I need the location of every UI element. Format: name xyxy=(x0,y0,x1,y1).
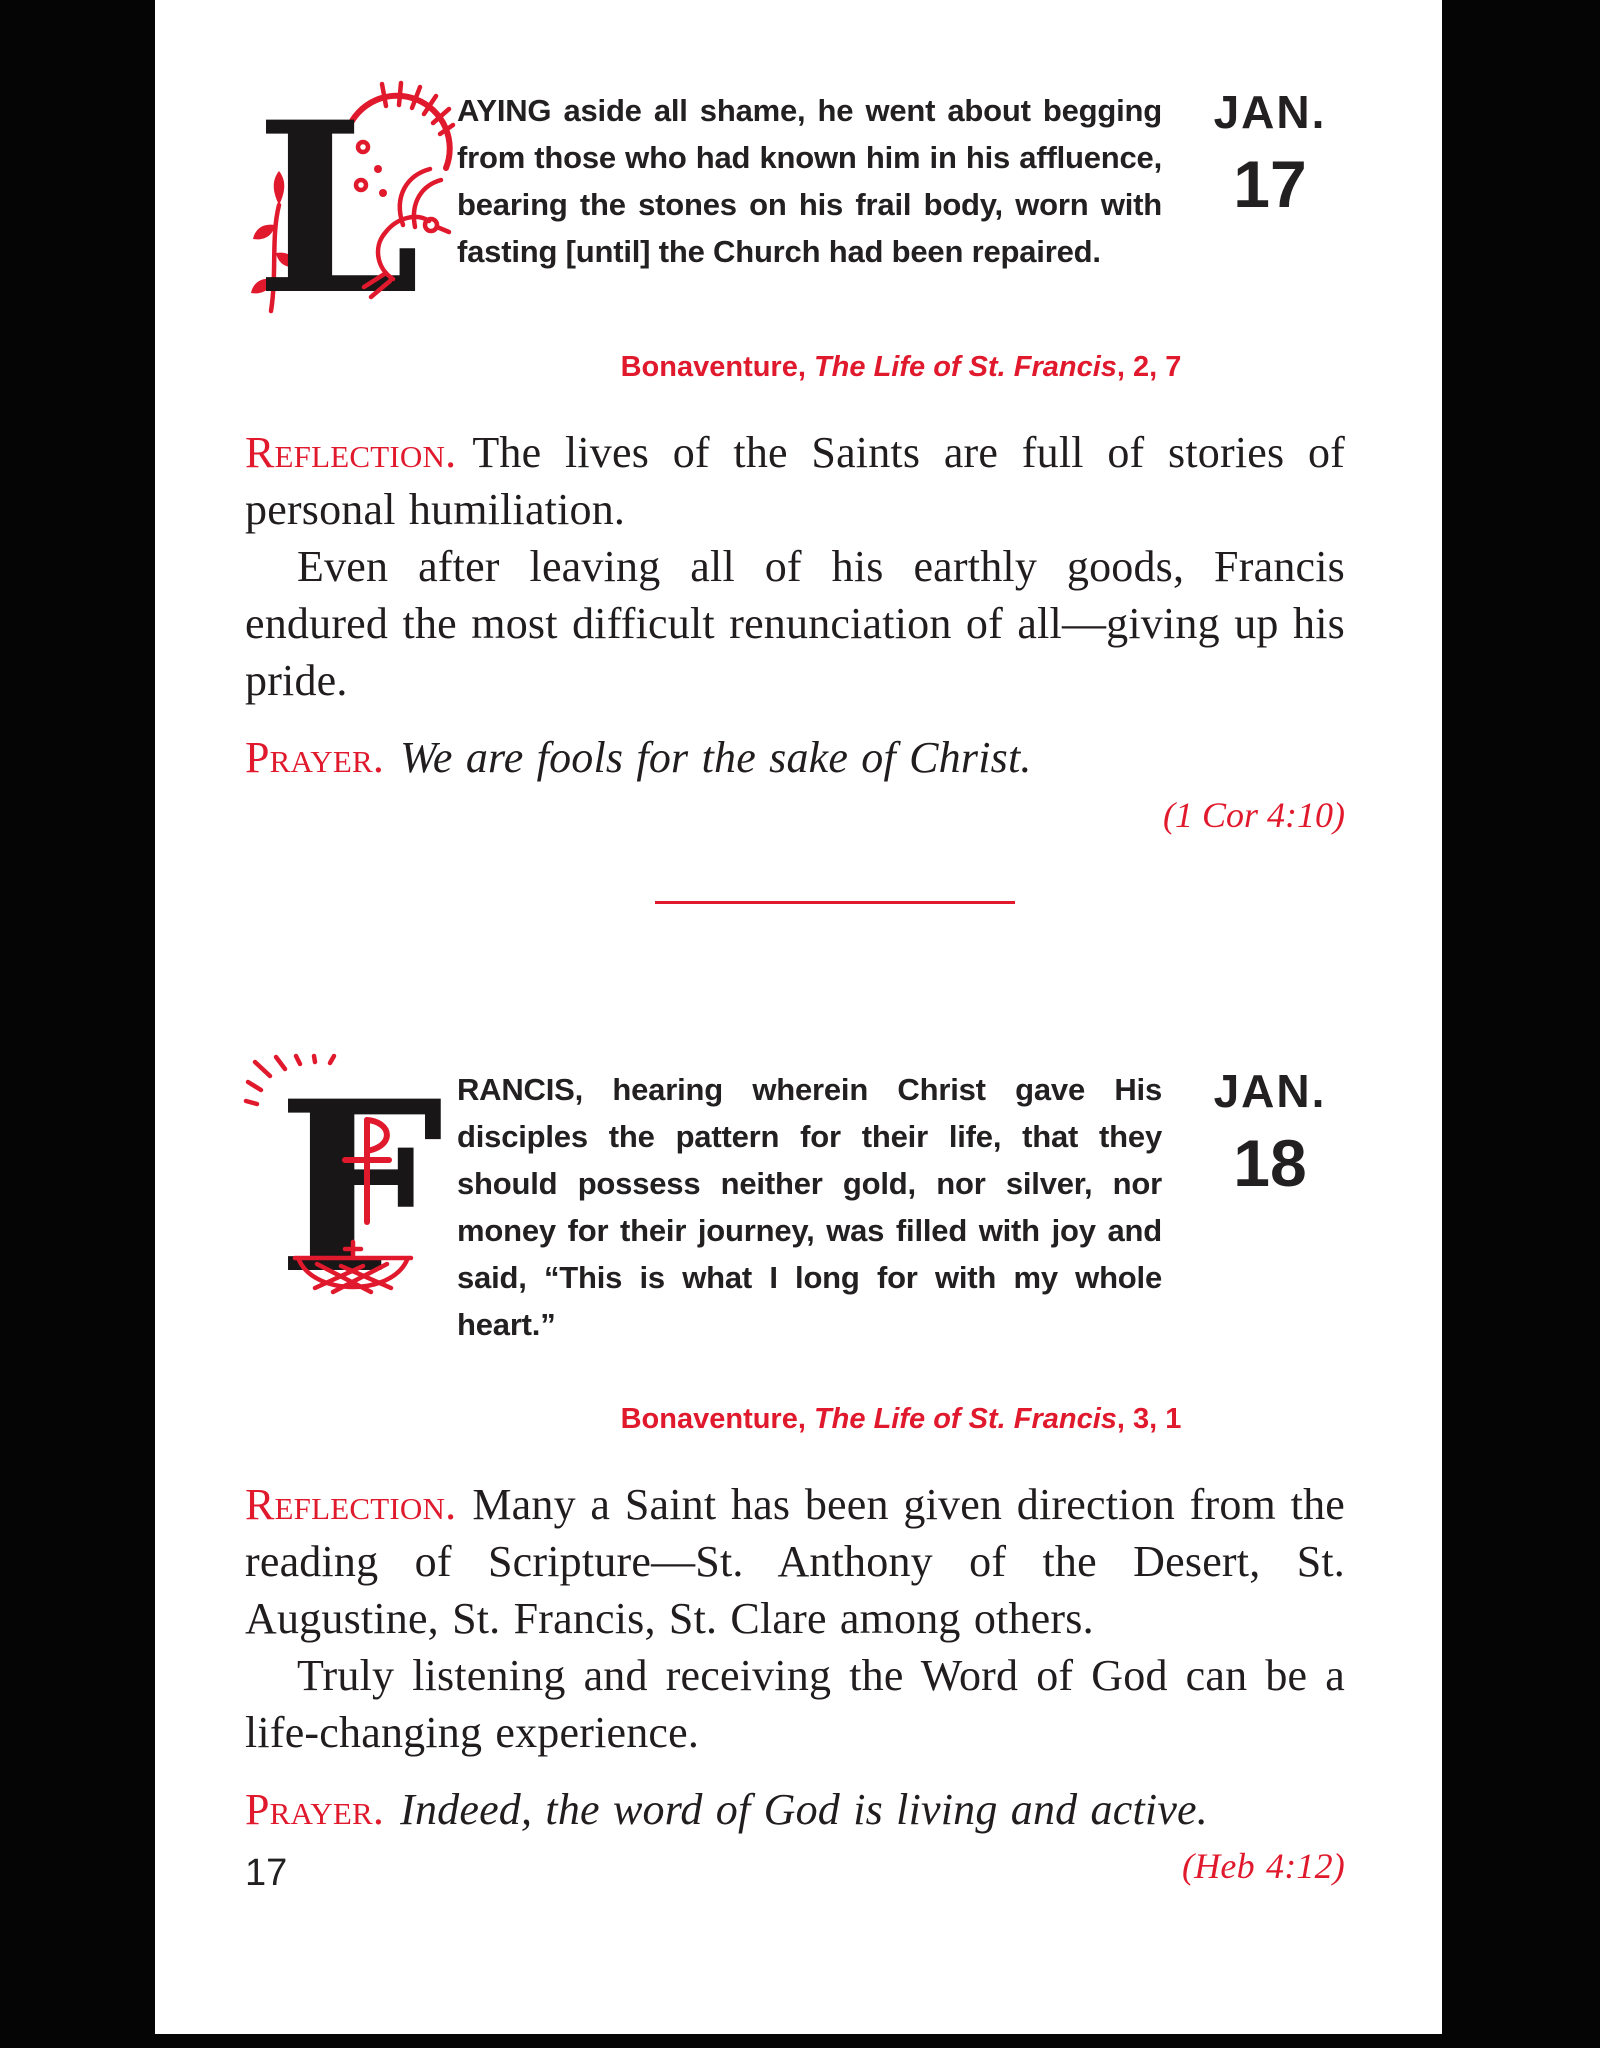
reflection-label: Reflection. xyxy=(245,428,457,477)
initial-F-illustration xyxy=(245,1049,457,1326)
scripture-citation: (1 Cor 4:10) xyxy=(1163,795,1345,835)
date-day: 17 xyxy=(1233,147,1307,221)
book-page xyxy=(155,0,1442,2048)
section-divider xyxy=(655,901,1015,904)
prayer-text: We are fools for the sake of Christ. xyxy=(400,733,1032,782)
attribution-work: The Life of St. Francis xyxy=(813,1402,1117,1435)
right-black-border xyxy=(1442,0,1600,2048)
scripture-citation: (Heb 4:12) xyxy=(1182,1845,1345,1886)
quote-block xyxy=(245,71,1345,347)
reflection-continued: Even after leaving all of his earthly goods, Francis endured the most difficult renunciation of all—giving up his pride. xyxy=(245,542,1345,705)
page-number: 17 xyxy=(245,1851,288,1894)
bottom-black-border xyxy=(0,2034,1600,2048)
reflection-continued: Truly listening and receiving the Word of God can be a life-changing experience. xyxy=(245,1650,1345,1757)
date-badge xyxy=(1195,86,1345,221)
attribution xyxy=(457,1403,1345,1436)
attribution-work: The Life of St. Francis xyxy=(813,351,1117,383)
attribution-ref: , 2, 7 xyxy=(1116,351,1182,383)
left-black-border xyxy=(0,0,155,2048)
initial-L-illustration xyxy=(245,71,457,347)
prayer-text: Indeed, the word of God is living and active. xyxy=(400,1784,1208,1834)
attribution xyxy=(457,351,1345,384)
date-month: JAN. xyxy=(1213,86,1327,138)
prayer-label: Prayer. xyxy=(245,1784,385,1834)
reflection-label: Reflection. xyxy=(245,1479,457,1529)
date-day: 18 xyxy=(1233,1125,1307,1200)
quote-text: AYING aside all shame, he went about begging from those who had known him in his affluence, bearing the stones on his frail body, worn with fasting [until] the Church had been repaired. xyxy=(457,93,1162,269)
date-badge xyxy=(1195,1064,1345,1200)
attribution-ref: , 3, 1 xyxy=(1116,1402,1182,1435)
reflection-paragraph xyxy=(245,424,1345,538)
reflection-paragraph xyxy=(245,1476,1345,1647)
quote-block xyxy=(245,1049,1345,1379)
illuminated-initial-L xyxy=(245,71,457,347)
initial-letter: F xyxy=(277,1049,444,1326)
quote-text: RANCIS, hearing wherein Christ gave His disciples the pattern for their life, that they should possess neither gold, nor silver, nor money for their journey, was filled with joy and said, “This is what I long for with my whole heart.” xyxy=(457,1071,1162,1342)
attribution-author: Bonaventure, xyxy=(620,351,814,383)
devotion-entry-jan-17 xyxy=(245,71,1345,839)
date-month: JAN. xyxy=(1213,1064,1327,1117)
reflection-text: The lives of the Saints are full of stories of personal humiliation. xyxy=(245,428,1345,534)
prayer-label: Prayer. xyxy=(245,733,385,782)
attribution-author: Bonaventure, xyxy=(620,1402,814,1435)
reflection-text: Many a Saint has been given direction from the reading of Scripture—St. Anthony of the Desert, St. Augustine, St. Francis, St. Clare among others. xyxy=(245,1479,1345,1643)
initial-letter: L xyxy=(255,71,421,347)
illuminated-initial-F xyxy=(245,1049,457,1326)
prayer-paragraph xyxy=(245,729,1345,786)
